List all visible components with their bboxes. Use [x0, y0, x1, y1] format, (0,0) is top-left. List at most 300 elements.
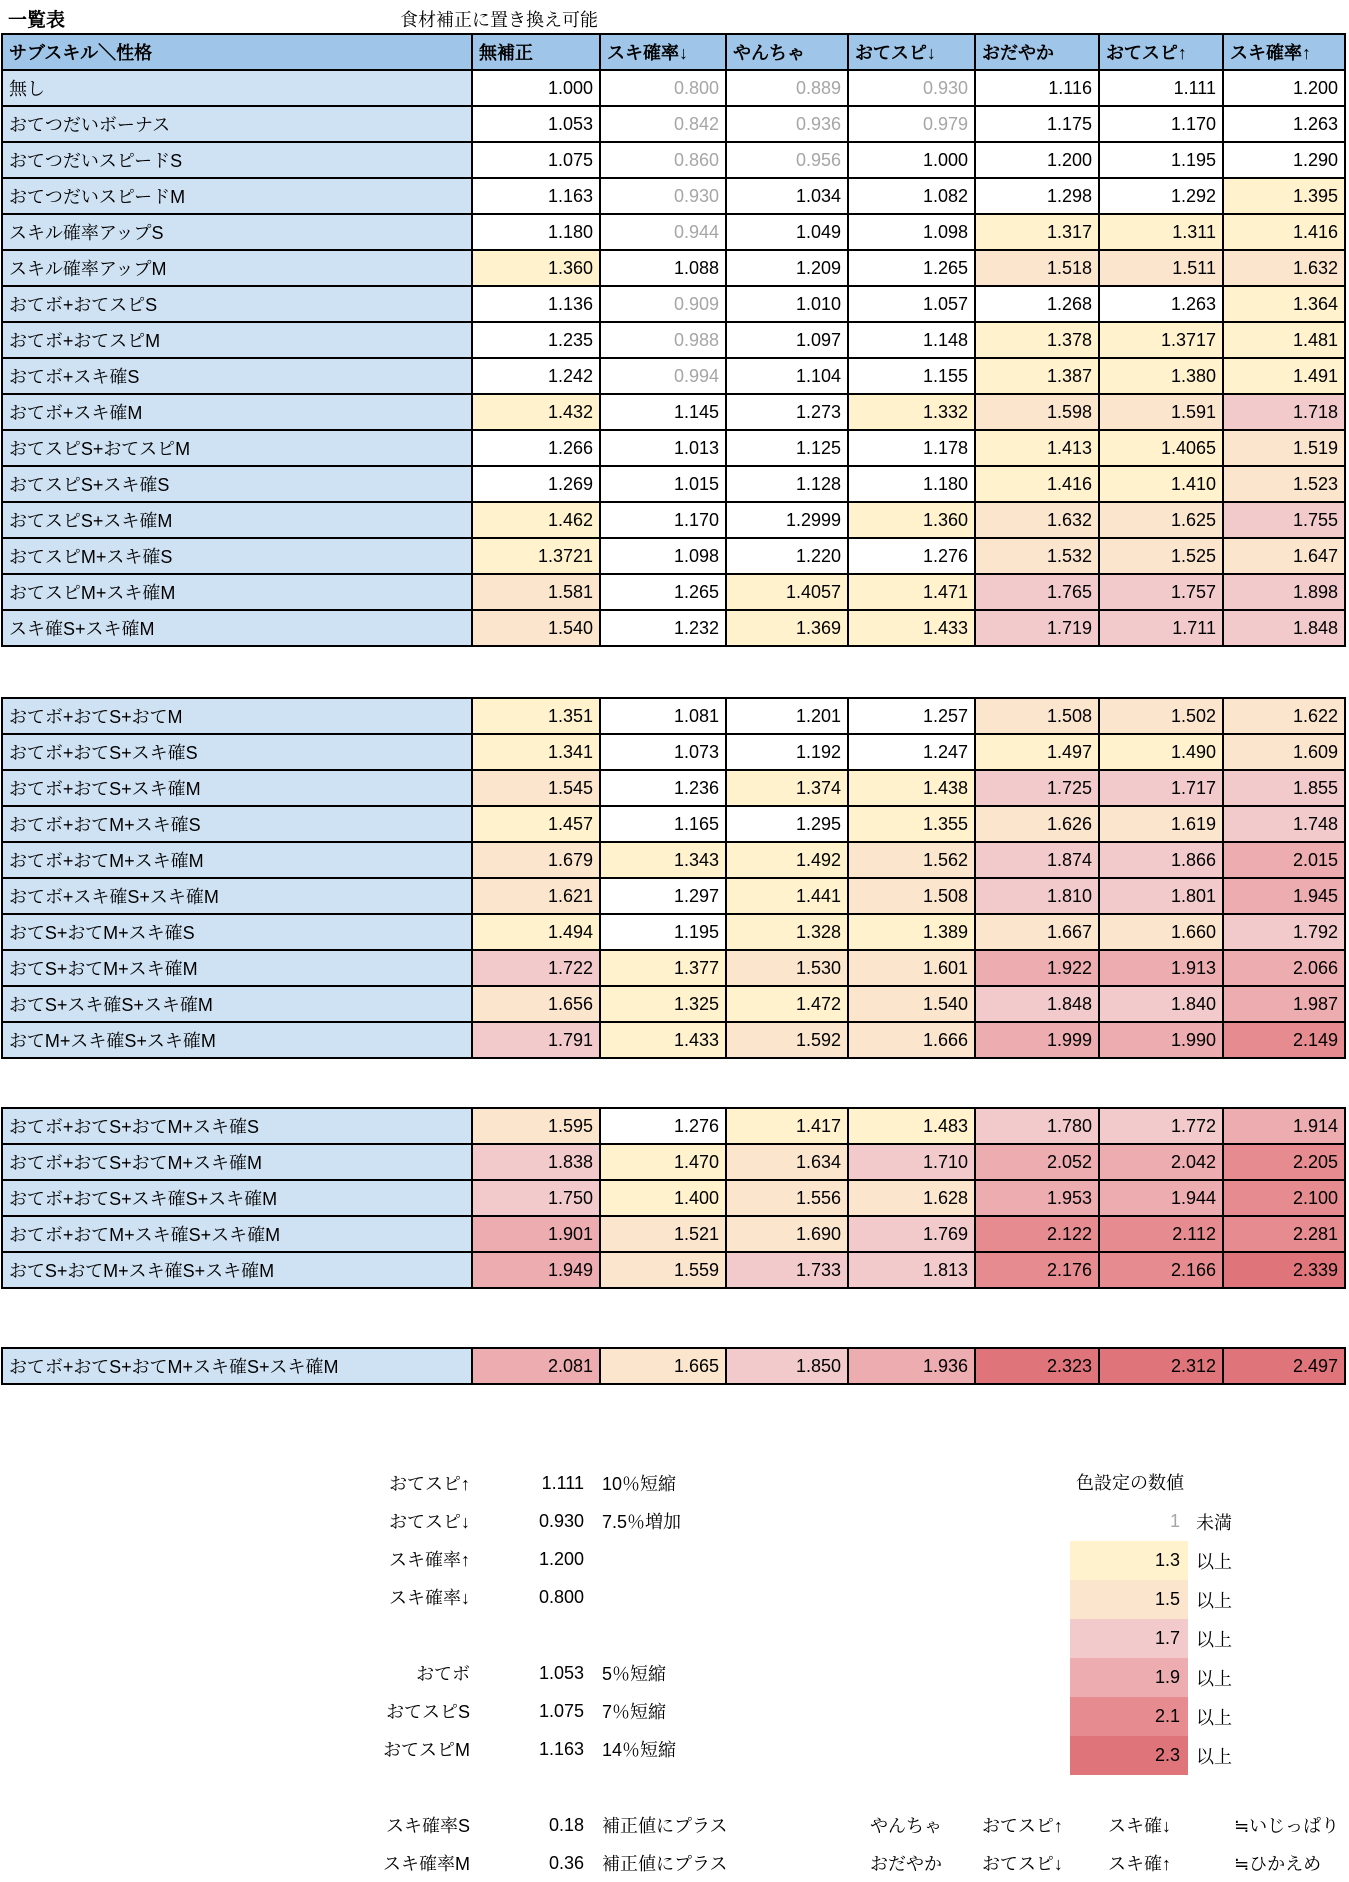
value-cell: 1.377	[600, 950, 726, 986]
table-row	[2, 1108, 1345, 1144]
value-cell: 0.909	[600, 286, 726, 322]
nature-equivalence	[870, 1812, 1339, 1838]
color-threshold-suffix: 以上	[1196, 1590, 1232, 1611]
value-cell: 1.380	[1099, 358, 1223, 394]
value-cell: 1.116	[975, 70, 1099, 106]
row-label-cell: スキル確率アップM	[2, 250, 472, 286]
color-threshold-suffix: 以上	[1196, 1629, 1232, 1650]
value-cell: 2.497	[1223, 1348, 1345, 1384]
value-cell: 1.750	[472, 1180, 600, 1216]
column-header-cell: スキ確率↑	[1223, 34, 1345, 70]
value-cell: 1.276	[848, 538, 975, 574]
value-cell: 1.433	[848, 610, 975, 646]
value-cell: 1.813	[848, 1252, 975, 1288]
value-cell: 1.791	[472, 1022, 600, 1058]
value-cell: 1.521	[600, 1216, 726, 1252]
value-cell: 1.647	[1223, 538, 1345, 574]
legend-desc: 7％短縮	[602, 1702, 667, 1722]
color-legend-title: 色設定の数値	[1076, 1473, 1184, 1493]
value-cell: 1.519	[1223, 430, 1345, 466]
legend-value: 0.930	[538, 1510, 584, 1531]
color-swatch: 2.3	[1070, 1736, 1188, 1775]
value-cell: 0.889	[726, 70, 848, 106]
value-cell: 1.530	[726, 950, 848, 986]
value-cell: 1.170	[1099, 106, 1223, 142]
color-legend-row	[1070, 1736, 1349, 1775]
value-cell: 1.360	[848, 502, 975, 538]
value-cell: 1.592	[726, 1022, 848, 1058]
value-cell: 1.389	[848, 914, 975, 950]
value-cell: 1.632	[1223, 250, 1345, 286]
legend-desc: 14％短縮	[602, 1740, 677, 1760]
color-threshold-suffix: 以上	[1196, 1551, 1232, 1572]
header-row	[2, 34, 1345, 70]
value-cell: 0.944	[600, 214, 726, 250]
value-cell: 1.545	[472, 770, 600, 806]
value-cell: 1.010	[726, 286, 848, 322]
value-cell: 1.591	[1099, 394, 1223, 430]
color-swatch: 2.1	[1070, 1697, 1188, 1736]
value-cell: 1.155	[848, 358, 975, 394]
legend-row	[0, 1806, 1349, 1844]
table-row	[2, 358, 1345, 394]
value-cell: 1.508	[848, 878, 975, 914]
value-cell: 1.780	[975, 1108, 1099, 1144]
row-label-cell: おてボ+おてS+スキ確S+スキ確M	[2, 1180, 472, 1216]
value-cell: 2.281	[1223, 1216, 1345, 1252]
value-cell: 1.413	[975, 430, 1099, 466]
row-label-cell: 無し	[2, 70, 472, 106]
value-cell: 1.3721	[472, 538, 600, 574]
value-cell: 1.626	[975, 806, 1099, 842]
value-cell: 1.369	[726, 610, 848, 646]
table-row	[2, 430, 1345, 466]
value-cell: 1.502	[1099, 698, 1223, 734]
value-cell: 1.433	[600, 1022, 726, 1058]
value-cell: 1.765	[975, 574, 1099, 610]
value-cell: 1.656	[472, 986, 600, 1022]
table-row	[2, 986, 1345, 1022]
legend-label: スキ確率↑	[389, 1550, 470, 1570]
value-cell: 1.098	[848, 214, 975, 250]
value-cell: 1.438	[848, 770, 975, 806]
value-cell: 1.619	[1099, 806, 1223, 842]
value-cell: 1.235	[472, 322, 600, 358]
value-cell: 1.810	[975, 878, 1099, 914]
table-row	[2, 1348, 1345, 1384]
value-cell: 2.323	[975, 1348, 1099, 1384]
legend-value: 1.111	[541, 1472, 584, 1493]
row-label-cell: おてボ+スキ確M	[2, 394, 472, 430]
value-cell: 1.718	[1223, 394, 1345, 430]
value-cell: 1.410	[1099, 466, 1223, 502]
color-threshold-legend	[1070, 1464, 1349, 1775]
row-label-cell: おてボ+おてS+スキ確M	[2, 770, 472, 806]
value-cell: 0.842	[600, 106, 726, 142]
row-label-cell: スキ確S+スキ確M	[2, 610, 472, 646]
value-cell: 1.374	[726, 770, 848, 806]
legend-label: おてスピM	[383, 1740, 470, 1760]
value-cell: 1.990	[1099, 1022, 1223, 1058]
value-cell: 1.015	[600, 466, 726, 502]
matrix-section-1	[1, 33, 1346, 647]
value-cell: 1.195	[600, 914, 726, 950]
value-cell: 1.200	[1223, 70, 1345, 106]
legend-desc: 7.5％増加	[602, 1512, 682, 1532]
value-cell: 1.170	[600, 502, 726, 538]
nature-equivalence-item: ≒ひかえめ	[1234, 1854, 1322, 1874]
value-cell: 0.800	[600, 70, 726, 106]
column-header-cell: スキ確率↓	[600, 34, 726, 70]
color-threshold-suffix: 以上	[1196, 1668, 1232, 1689]
row-label-cell: おてボ+スキ確S	[2, 358, 472, 394]
nature-equivalence	[870, 1850, 1321, 1876]
value-cell: 1.175	[975, 106, 1099, 142]
value-cell: 1.4057	[726, 574, 848, 610]
table-row	[2, 394, 1345, 430]
value-cell: 1.595	[472, 1108, 600, 1144]
value-cell: 1.840	[1099, 986, 1223, 1022]
value-cell: 1.220	[726, 538, 848, 574]
matrix-section-4	[1, 1347, 1346, 1385]
value-cell: 1.364	[1223, 286, 1345, 322]
nature-equivalence-item: おてスピ↑	[982, 1816, 1063, 1836]
row-label-cell: おてスピS+おてスピM	[2, 430, 472, 466]
value-cell: 0.936	[726, 106, 848, 142]
table-row	[2, 106, 1345, 142]
value-cell: 1.866	[1099, 842, 1223, 878]
color-legend-row	[1070, 1697, 1349, 1736]
row-label-cell: おてボ+おてS+おてM+スキ確S	[2, 1108, 472, 1144]
value-cell: 1.725	[975, 770, 1099, 806]
value-cell: 1.601	[848, 950, 975, 986]
table-row	[2, 734, 1345, 770]
value-cell: 1.378	[975, 322, 1099, 358]
value-cell: 1.666	[848, 1022, 975, 1058]
value-cell: 1.073	[600, 734, 726, 770]
legend-desc: 10％短縮	[602, 1474, 677, 1494]
value-cell: 1.540	[848, 986, 975, 1022]
value-cell: 1.987	[1223, 986, 1345, 1022]
table-row	[2, 878, 1345, 914]
value-cell: 1.532	[975, 538, 1099, 574]
value-cell: 2.081	[472, 1348, 600, 1384]
value-cell: 1.400	[600, 1180, 726, 1216]
value-cell: 1.632	[975, 502, 1099, 538]
value-cell: 1.494	[472, 914, 600, 950]
table-row	[2, 538, 1345, 574]
value-cell: 1.945	[1223, 878, 1345, 914]
value-cell: 1.328	[726, 914, 848, 950]
row-label-cell: おてS+おてM+スキ確M	[2, 950, 472, 986]
legend-desc: 補正値にプラス	[602, 1816, 728, 1836]
row-label-cell: おてS+おてM+スキ確S	[2, 914, 472, 950]
value-cell: 1.268	[975, 286, 1099, 322]
value-cell: 1.874	[975, 842, 1099, 878]
value-cell: 1.914	[1223, 1108, 1345, 1144]
subskill-nature-matrix	[1, 33, 1346, 1385]
value-cell: 0.930	[600, 178, 726, 214]
nature-equivalence-item: スキ確↑	[1108, 1854, 1171, 1874]
value-cell: 1.013	[600, 430, 726, 466]
value-cell: 1.838	[472, 1144, 600, 1180]
value-cell: 1.936	[848, 1348, 975, 1384]
value-cell: 2.066	[1223, 950, 1345, 986]
color-swatch: 1	[1169, 1511, 1180, 1531]
value-cell: 1.462	[472, 502, 600, 538]
table-row	[2, 1144, 1345, 1180]
value-cell: 1.710	[848, 1144, 975, 1180]
value-cell: 1.848	[1223, 610, 1345, 646]
value-cell: 0.979	[848, 106, 975, 142]
value-cell: 1.472	[726, 986, 848, 1022]
value-cell: 1.598	[975, 394, 1099, 430]
row-label-cell: おてボ+おてM+スキ確M	[2, 842, 472, 878]
value-cell: 1.922	[975, 950, 1099, 986]
value-cell: 1.523	[1223, 466, 1345, 502]
table-row	[2, 214, 1345, 250]
page-title: 一覧表	[8, 10, 66, 31]
legend-label: おてボ	[416, 1664, 470, 1684]
value-cell: 1.792	[1223, 914, 1345, 950]
column-header-cell: おてスピ↑	[1099, 34, 1223, 70]
table-row	[2, 574, 1345, 610]
value-cell: 1.360	[472, 250, 600, 286]
value-cell: 1.621	[472, 878, 600, 914]
table-row	[2, 806, 1345, 842]
table-row	[2, 1180, 1345, 1216]
value-cell: 1.690	[726, 1216, 848, 1252]
value-cell: 1.898	[1223, 574, 1345, 610]
color-swatch: 1.9	[1070, 1658, 1188, 1697]
row-label-cell: おてスピM+スキ確S	[2, 538, 472, 574]
color-swatch: 1.5	[1070, 1580, 1188, 1619]
value-cell: 0.860	[600, 142, 726, 178]
value-cell: 2.042	[1099, 1144, 1223, 1180]
value-cell: 1.145	[600, 394, 726, 430]
color-legend-row	[1070, 1619, 1349, 1658]
row-label-cell: おてつだいスピードM	[2, 178, 472, 214]
row-label-cell: おてボ+おてS+おてM+スキ確M	[2, 1144, 472, 1180]
value-cell: 1.387	[975, 358, 1099, 394]
value-cell: 1.491	[1223, 358, 1345, 394]
value-cell: 1.351	[472, 698, 600, 734]
value-cell: 2.176	[975, 1252, 1099, 1288]
value-cell: 1.200	[975, 142, 1099, 178]
value-cell: 1.855	[1223, 770, 1345, 806]
value-cell: 1.416	[975, 466, 1099, 502]
value-cell: 1.622	[1223, 698, 1345, 734]
value-cell: 1.265	[848, 250, 975, 286]
value-cell: 1.848	[975, 986, 1099, 1022]
value-cell: 1.634	[726, 1144, 848, 1180]
value-cell: 1.053	[472, 106, 600, 142]
table-row	[2, 178, 1345, 214]
row-label-cell: おてスピS+スキ確M	[2, 502, 472, 538]
value-cell: 1.679	[472, 842, 600, 878]
value-cell: 1.417	[726, 1108, 848, 1144]
color-threshold-suffix: 以上	[1196, 1707, 1232, 1728]
value-cell: 1.772	[1099, 1108, 1223, 1144]
value-cell: 0.988	[600, 322, 726, 358]
matrix-section-2	[1, 697, 1346, 1059]
table-row	[2, 950, 1345, 986]
value-cell: 1.082	[848, 178, 975, 214]
value-cell: 1.395	[1223, 178, 1345, 214]
value-cell: 1.490	[1099, 734, 1223, 770]
value-cell: 1.2999	[726, 502, 848, 538]
value-cell: 1.850	[726, 1348, 848, 1384]
table-row	[2, 502, 1345, 538]
color-swatch: 1.3	[1070, 1541, 1188, 1580]
legend-label: スキ確率M	[383, 1854, 470, 1874]
value-cell: 1.711	[1099, 610, 1223, 646]
value-cell: 1.748	[1223, 806, 1345, 842]
value-cell: 1.341	[472, 734, 600, 770]
value-cell: 1.343	[600, 842, 726, 878]
value-cell: 1.540	[472, 610, 600, 646]
value-cell: 1.581	[472, 574, 600, 610]
row-label-cell: おてボ+スキ確S+スキ確M	[2, 878, 472, 914]
value-cell: 2.166	[1099, 1252, 1223, 1288]
value-cell: 1.180	[472, 214, 600, 250]
value-cell: 1.180	[848, 466, 975, 502]
value-cell: 1.3717	[1099, 322, 1223, 358]
value-cell: 0.956	[726, 142, 848, 178]
value-cell: 1.660	[1099, 914, 1223, 950]
nature-equivalence-item: おてスピ↓	[982, 1854, 1063, 1874]
value-cell: 1.163	[472, 178, 600, 214]
value-cell: 1.999	[975, 1022, 1099, 1058]
value-cell: 0.930	[848, 70, 975, 106]
value-cell: 1.625	[1099, 502, 1223, 538]
color-threshold-suffix: 以上	[1196, 1746, 1232, 1767]
value-cell: 0.994	[600, 358, 726, 394]
legend-desc: 5％短縮	[602, 1664, 667, 1684]
legend-value: 0.800	[538, 1586, 584, 1607]
value-cell: 1.273	[726, 394, 848, 430]
value-cell: 1.667	[975, 914, 1099, 950]
value-cell: 1.949	[472, 1252, 600, 1288]
color-legend-row	[1070, 1541, 1349, 1580]
value-cell: 1.257	[848, 698, 975, 734]
value-cell: 1.559	[600, 1252, 726, 1288]
value-cell: 1.125	[726, 430, 848, 466]
row-label-cell: おてボ+おてS+おてM	[2, 698, 472, 734]
value-cell: 1.4065	[1099, 430, 1223, 466]
value-cell: 1.236	[600, 770, 726, 806]
value-cell: 1.266	[472, 430, 600, 466]
row-label-cell: おてボ+おてスピM	[2, 322, 472, 358]
value-cell: 1.201	[726, 698, 848, 734]
value-cell: 1.722	[472, 950, 600, 986]
row-label-cell: おてボ+おてM+スキ確S	[2, 806, 472, 842]
value-cell: 2.312	[1099, 1348, 1223, 1384]
corner-header-cell: サブスキル＼性格	[2, 34, 472, 70]
value-cell: 1.332	[848, 394, 975, 430]
color-legend-row	[1070, 1580, 1349, 1619]
table-row	[2, 250, 1345, 286]
value-cell: 1.148	[848, 322, 975, 358]
value-cell: 2.052	[975, 1144, 1099, 1180]
value-cell: 1.242	[472, 358, 600, 394]
table-row	[2, 466, 1345, 502]
value-cell: 1.769	[848, 1216, 975, 1252]
row-label-cell: おてつだいボーナス	[2, 106, 472, 142]
top-note: 食材補正に置き換え可能	[400, 10, 598, 30]
value-cell: 1.441	[726, 878, 848, 914]
value-cell: 1.944	[1099, 1180, 1223, 1216]
value-cell: 2.339	[1223, 1252, 1345, 1288]
value-cell: 1.628	[848, 1180, 975, 1216]
value-cell: 1.098	[600, 538, 726, 574]
value-cell: 1.556	[726, 1180, 848, 1216]
value-cell: 1.295	[726, 806, 848, 842]
value-cell: 1.511	[1099, 250, 1223, 286]
value-cell: 1.292	[1099, 178, 1223, 214]
matrix-section-3	[1, 1107, 1346, 1289]
value-cell: 1.497	[975, 734, 1099, 770]
value-cell: 1.297	[600, 878, 726, 914]
legend-label: スキ確率S	[385, 1816, 470, 1836]
value-cell: 1.518	[975, 250, 1099, 286]
value-cell: 2.205	[1223, 1144, 1345, 1180]
value-cell: 1.136	[472, 286, 600, 322]
legend-row	[0, 1844, 1349, 1882]
nature-equivalence-item: やんちゃ	[870, 1816, 942, 1836]
table-row	[2, 1216, 1345, 1252]
value-cell: 1.609	[1223, 734, 1345, 770]
value-cell: 1.325	[600, 986, 726, 1022]
table-row	[2, 142, 1345, 178]
value-cell: 1.755	[1223, 502, 1345, 538]
value-cell: 1.492	[726, 842, 848, 878]
value-cell: 1.757	[1099, 574, 1223, 610]
value-cell: 1.247	[848, 734, 975, 770]
value-cell: 1.265	[600, 574, 726, 610]
value-cell: 1.733	[726, 1252, 848, 1288]
value-cell: 1.801	[1099, 878, 1223, 914]
value-cell: 1.719	[975, 610, 1099, 646]
table-row	[2, 914, 1345, 950]
value-cell: 1.416	[1223, 214, 1345, 250]
row-label-cell: おてボ+おてS+スキ確S	[2, 734, 472, 770]
value-cell: 2.149	[1223, 1022, 1345, 1058]
value-cell: 1.097	[726, 322, 848, 358]
value-cell: 1.432	[472, 394, 600, 430]
legend-value: 1.200	[538, 1548, 584, 1569]
legend-label: おてスピ↑	[389, 1474, 470, 1494]
value-cell: 1.508	[975, 698, 1099, 734]
row-label-cell: スキル確率アップS	[2, 214, 472, 250]
value-cell: 1.111	[1099, 70, 1223, 106]
legend-value: 1.075	[538, 1700, 584, 1721]
value-cell: 1.471	[848, 574, 975, 610]
value-cell: 1.034	[726, 178, 848, 214]
value-cell: 1.311	[1099, 214, 1223, 250]
color-legend-row	[1070, 1658, 1349, 1697]
table-row	[2, 770, 1345, 806]
value-cell: 1.192	[726, 734, 848, 770]
table-row	[2, 842, 1345, 878]
legend-label: スキ確率↓	[389, 1588, 470, 1608]
value-cell: 1.901	[472, 1216, 600, 1252]
row-label-cell: おてボ+おてスピS	[2, 286, 472, 322]
value-cell: 1.178	[848, 430, 975, 466]
column-header-cell: おてスピ↓	[848, 34, 975, 70]
value-cell: 1.165	[600, 806, 726, 842]
value-cell: 1.263	[1223, 106, 1345, 142]
